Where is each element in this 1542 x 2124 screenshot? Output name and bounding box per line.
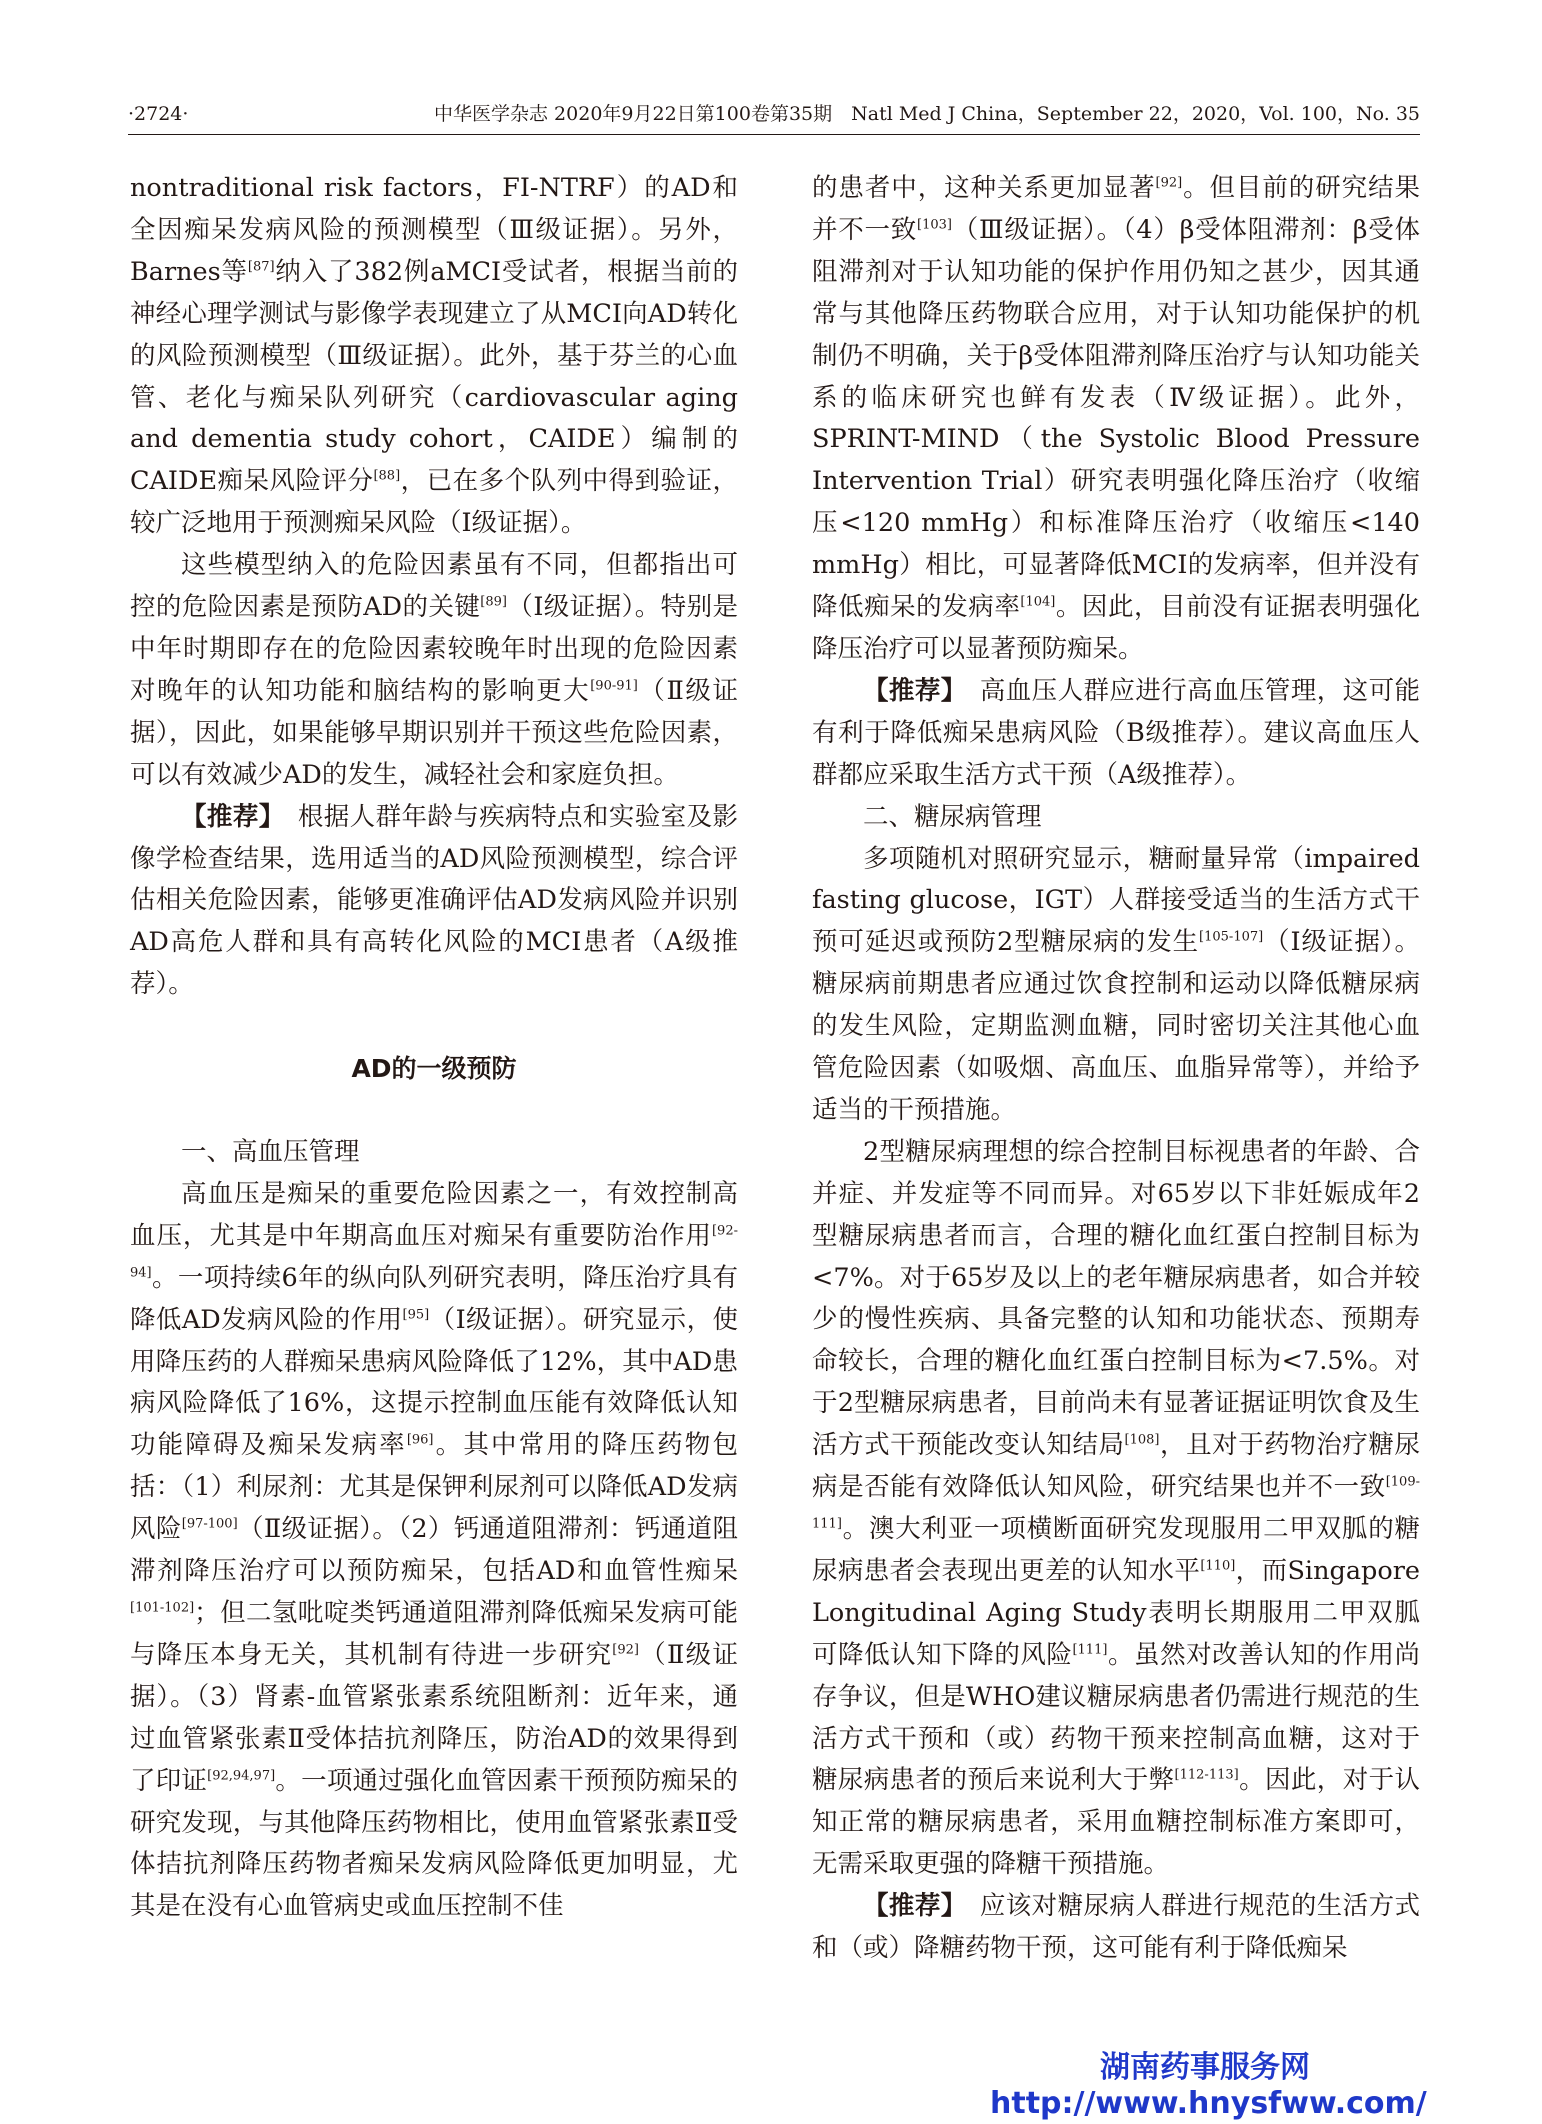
citation: [96] bbox=[406, 1432, 434, 1448]
paragraph: 多项随机对照研究显示，糖耐量异常（impaired fasting glucose，IGT）人群接受适当的生活方式干预可延迟或预防2型糖尿病的发生[105-107]（Ⅰ级证据）。糖尿病前期患者应通过饮食控制和运动以降低糖尿病的发生风险，定期监测血糖，同时密切关注其他心血管危险因素（如吸烟、高血压、血脂异常等），并给予适当的干预措施。 bbox=[812, 843, 1420, 1125]
recommendation: 【推荐】 应该对糖尿病人群进行规范的生活方式和（或）降糖药物干预，这可能有利于降低痴呆 bbox=[812, 1891, 1420, 1964]
citation: [110] bbox=[1200, 1558, 1236, 1574]
citation: [92,94,97] bbox=[207, 1768, 276, 1784]
citation: [88] bbox=[373, 468, 401, 484]
left-column bbox=[130, 168, 738, 1928]
citation: [97-100] bbox=[181, 1516, 238, 1532]
citation: [101-102] bbox=[130, 1600, 195, 1616]
section-title: AD的一级预防 bbox=[351, 1054, 517, 1084]
citation: [112-113] bbox=[1174, 1767, 1239, 1783]
watermark-url[interactable]: http://www.hnysfww.com/ bbox=[990, 2086, 1427, 2121]
citation: [103] bbox=[917, 217, 953, 233]
paragraph: nontraditional risk factors，FI-NTRF）的AD和全因痴呆发病风险的预测模型（Ⅲ级证据）。另外，Barnes等[87]纳入了382例aMCI受试者，根据当前的神经心理学测试与影像学表现建立了从MCI向AD转化的风险预测模型（Ⅲ级证据）。此外，基于芬兰的心血管、老化与痴呆队列研究（cardiovascular aging and dementia study cohort，CAIDE）编制的CAIDE痴呆风险评分[88]，已在多个队列中得到验证，较广泛地用于预测痴呆风险（Ⅰ级证据）。 bbox=[130, 173, 739, 539]
citation: [109-111] bbox=[812, 1474, 1420, 1532]
citation: [104] bbox=[1020, 594, 1056, 610]
recommendation-label: 【推荐】 bbox=[181, 801, 272, 832]
citation: [95] bbox=[402, 1307, 430, 1323]
citation: [90-91] bbox=[590, 678, 638, 694]
citation: [87] bbox=[247, 259, 275, 275]
citation: [92] bbox=[1155, 175, 1183, 191]
citation: [92] bbox=[612, 1642, 639, 1658]
page-number: ·2724· bbox=[128, 103, 189, 125]
citation: [92-94] bbox=[130, 1223, 738, 1281]
citation: [105-107] bbox=[1199, 929, 1264, 945]
paragraph: 高血压是痴呆的重要危险因素之一，有效控制高血压，尤其是中年期高血压对痴呆有重要防治作用[92-94]。一项持续6年的纵向队列研究表明，降压治疗具有降低AD发病风险的作用[95]（Ⅰ级证据）。研究显示，使用降压药的人群痴呆患病风险降低了12%，其中AD患病风险降低了16%，这提示控制血压能有效降低认知功能障碍及痴呆发病率[96]。其中常用的降压药物包括：（1）利尿剂：尤其是保钾利尿剂可以降低AD发病风险[97-100]（Ⅱ级证据）。（2）钙通道阻滞剂：钙通道阻滞剂降压治疗可以预防痴呆，包括AD和血管性痴呆[101-102]；但二氢吡啶类钙通道阻滞剂降低痴呆发病可能与降压本身无关，其机制有待进一步研究[92]（Ⅱ级证据）。（3）肾素-血管紧张素系统阻断剂：近年来，通过血管紧张素Ⅱ受体拮抗剂降压，防治AD的效果得到了印证[92,94,97]。一项通过强化血管因素干预预防痴呆的研究发现，与其他降压药物相比，使用血管紧张素Ⅱ受体拮抗剂降压药物者痴呆发病风险降低更加明显，尤其是在没有心血管病史或血压控制不佳 bbox=[130, 1178, 738, 1922]
subsection-title: 二、糖尿病管理 bbox=[863, 801, 1042, 832]
citation: [89] bbox=[480, 594, 507, 610]
citation: [108] bbox=[1124, 1432, 1160, 1448]
recommendation-label: 【推荐】 bbox=[863, 675, 954, 706]
paragraph: 这些模型纳入的危险因素虽有不同，但都指出可控的危险因素是预防AD的关键[89]（Ⅰ级证据）。特别是中年时期即存在的危险因素较晚年时出现的危险因素对晚年的认知功能和脑结构的影响更大[90-91]（Ⅱ级证据），因此，如果能够早期识别并干预这些危险因素，可以有效减少AD的发生，减轻社会和家庭负担。 bbox=[130, 550, 738, 790]
watermark bbox=[990, 2050, 1427, 2122]
paragraph: 的患者中，这种关系更加显著[92]。但目前的研究结果并不一致[103]（Ⅲ级证据）。（4）β受体阻滞剂：β受体阻滞剂对于认知功能的保护作用仍知之甚少，因其通常与其他降压药物联合应用，对于认知功能保护的机制仍不明确，关于β受体阻滞剂降压治疗与认知功能关系的临床研究也鲜有发表（Ⅳ级证据）。此外，SPRINT-MIND（the Systolic Blood Pressure Intervention Trial）研究表明强化降压治疗（收缩压<120 mmHg）和标准降压治疗（收缩压<140 mmHg）相比，可显著降低MCI的发病率，但并没有降低痴呆的发病率[104]。因此，目前没有证据表明强化降压治疗可以显著预防痴呆。 bbox=[812, 173, 1420, 664]
recommendation: 【推荐】 根据人群年龄与疾病特点和实验室及影像学检查结果，选用适当的AD风险预测模型，综合评估相关危险因素，能够更准确评估AD发病风险并识别AD高危人群和具有高转化风险的MCI患者（A级推荐）。 bbox=[130, 801, 738, 1000]
recommendation-label: 【推荐】 bbox=[863, 1891, 954, 1922]
subsection-title: 一、高血压管理 bbox=[181, 1137, 360, 1168]
paragraph: 2型糖尿病理想的综合控制目标视患者的年龄、合并症、并发症等不同而异。对65岁以下非妊娠成年2型糖尿病患者而言，合理的糖化血红蛋白控制目标为<7%。对于65岁及以上的老年糖尿病患者，如合并较少的慢性疾病、具备完整的认知和功能状态、预期寿命较长，合理的糖化血红蛋白控制目标为<7.5%。对于2型糖尿病患者，目前尚未有显著证据证明饮食及生活方式干预能改变认知结局[108]，且对于药物治疗糖尿病是否能有效降低认知风险，研究结果也并不一致[109-111]。澳大利亚一项横断面研究发现服用二甲双胍的糖尿病患者会表现出更差的认知水平[110]，而Singapore Longitudinal Aging Study表明长期服用二甲双胍可降低认知下降的风险[111]。虽然对改善认知的作用尚存争议，但是WHO建议糖尿病患者仍需进行规范的生活方式干预和（或）药物干预来控制高血糖，这对于糖尿病患者的预后来说利大于弊[112-113]。因此，对于认知正常的糖尿病患者，采用血糖控制标准方案即可，无需采取更强的降糖干预措施。 bbox=[812, 1136, 1420, 1880]
citation: [111] bbox=[1072, 1642, 1108, 1658]
running-header bbox=[128, 100, 1420, 135]
recommendation: 【推荐】 高血压人群应进行高血压管理，这可能有利于降低痴呆患病风险（B级推荐）。建议高血压人群都应采取生活方式干预（A级推荐）。 bbox=[812, 675, 1420, 790]
journal-citation: 中华医学杂志 2020年9月22日第100卷第35期 Natl Med J China，September 22，2020，Vol. 100，No. 35 bbox=[434, 103, 1420, 125]
right-column bbox=[812, 168, 1420, 1970]
watermark-site-name: 湖南药事服务网 bbox=[1100, 2050, 1310, 2085]
